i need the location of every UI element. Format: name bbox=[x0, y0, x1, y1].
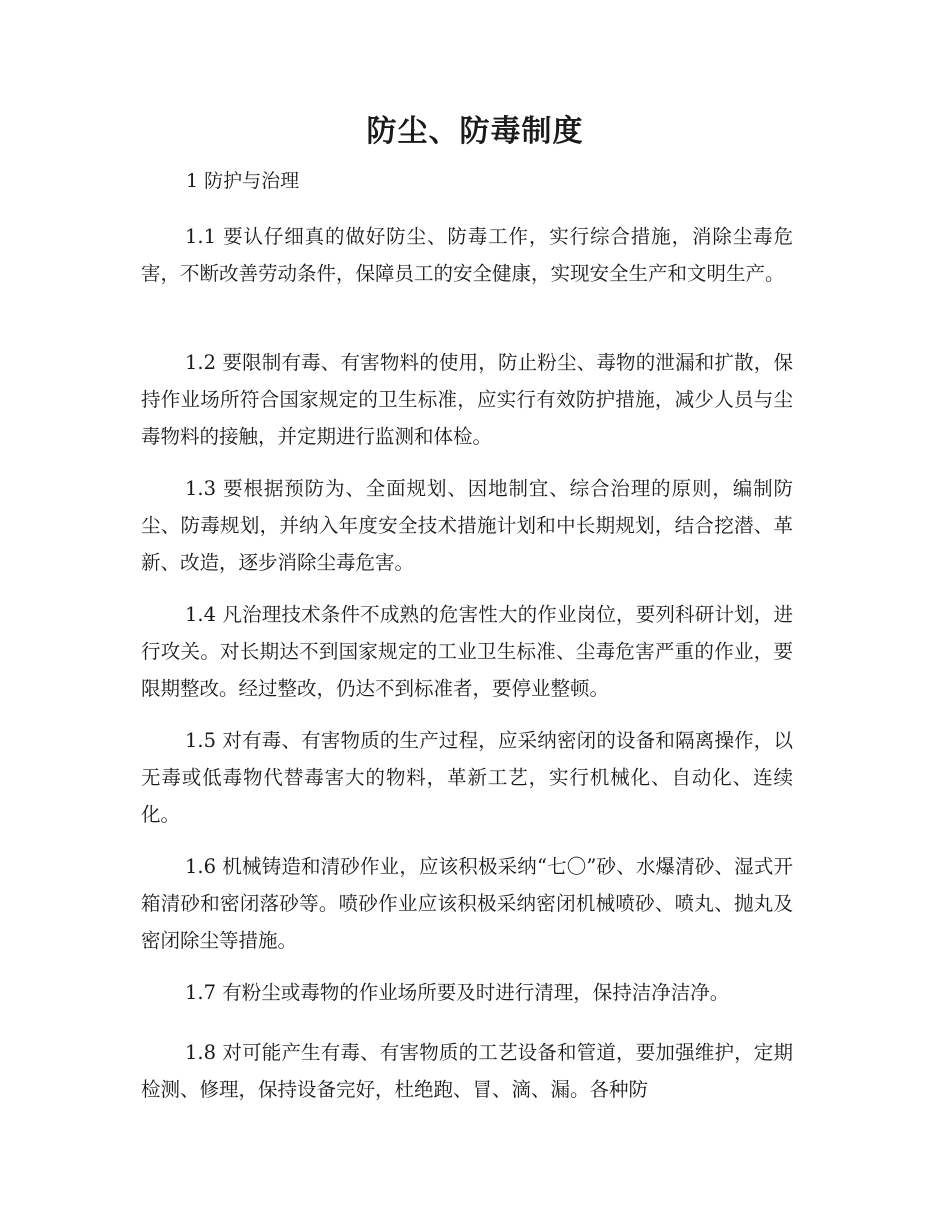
paragraph-1-6: 1.6 机械铸造和清砂作业，应该积极采纳“七〇”砂、水爆清砂、湿式开箱清砂和密闭落砂等。喷砂作业应该积极采纳密闭机械喷砂、喷丸、抛丸及密闭除尘等措施。 bbox=[141, 855, 793, 952]
paragraph-1-4: 1.4 凡治理技术条件不成熟的危害性大的作业岗位，要列科研计划，进行攻关。对长期达不到国家规定的工业卫生标准、尘毒危害严重的作业，要限期整改。经过整改，仍达不到标准者，要停业整顿。 bbox=[141, 603, 793, 700]
paragraph-1-5: 1.5 对有毒、有害物质的生产过程，应采纳密闭的设备和隔离操作，以无毒或低毒物代替毒害大的物料，革新工艺，实行机械化、自动化、连续化。 bbox=[141, 729, 793, 826]
section-heading: 1 防护与治理 bbox=[186, 170, 300, 192]
paragraph-1-2: 1.2 要限制有毒、有害物料的使用，防止粉尘、毒物的泄漏和扩散，保持作业场所符合国家规定的卫生标准，应实行有效防护措施，减少人员与尘毒物料的接触，并定期进行监测和体检。 bbox=[141, 351, 793, 448]
paragraph-1-1: 1.1 要认仔细真的做好防尘、防毒工作，实行综合措施，消除尘毒危害，不断改善劳动条件，保障员工的安全健康，实现安全生产和文明生产。 bbox=[141, 225, 793, 285]
paragraph-1-3: 1.3 要根据预防为、全面规划、因地制宜、综合治理的原则，编制防尘、防毒规划，并纳入年度安全技术措施计划和中长期规划，结合挖潜、革新、改造，逐步消除尘毒危害。 bbox=[141, 477, 793, 574]
document-title: 防尘、防毒制度 bbox=[366, 114, 584, 149]
paragraph-1-7: 1.7 有粉尘或毒物的作业场所要及时进行清理，保持洁净洁净。 bbox=[185, 981, 730, 1004]
paragraph-1-8: 1.8 对可能产生有毒、有害物质的工艺设备和管道，要加强维护，定期检测、修理，保持设备完好，杜绝跑、冒、滴、漏。各种防 bbox=[141, 1041, 793, 1101]
